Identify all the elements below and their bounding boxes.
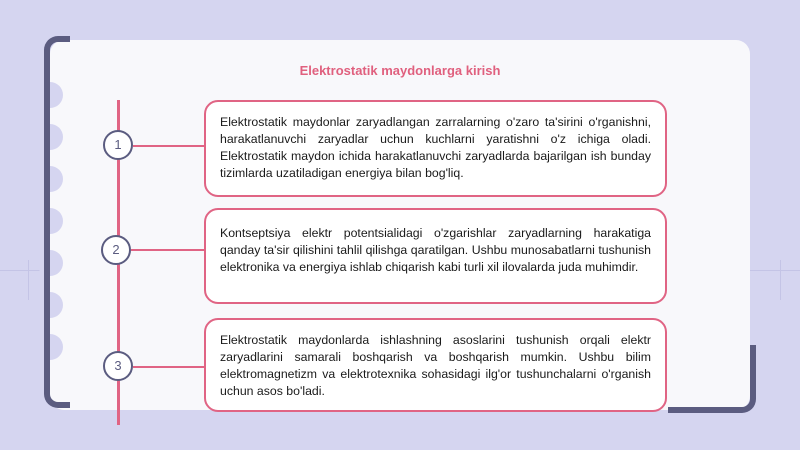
step-text-box: Kontseptsiya elektr potentsialidagi o'zgarishlar zaryadlarning harakatiga qanday ta'sir qilishini tahlil qilishga qaratilgan. Ushbu munosabatlarni tushunish elektronika va energiya ishlab chiqarish kabi turli xil ilovalarda juda muhimdir. xyxy=(204,208,667,304)
step-number-badge: 3 xyxy=(103,351,133,381)
step-connector xyxy=(133,145,204,147)
step-number-badge: 2 xyxy=(101,235,131,265)
background-vertical-line-right xyxy=(780,260,781,300)
corner-bracket-top-left xyxy=(44,36,70,408)
step-text-box: Elektrostatik maydonlarda ishlashning asoslarini tushunish orqali elektr zaryadlarini samarali boshqarish va boshqarish mumkin. Ushbu bilim elektromagnetizm va elektrotexnika sohasidagi ilg'or tushunchalarni o'rganish uchun asos bo'ladi. xyxy=(204,318,667,412)
step-connector xyxy=(133,366,204,368)
background-vertical-line-left xyxy=(28,260,29,300)
step-text-box: Elektrostatik maydonlar zaryadlangan zarralarning o'zaro ta'sirini o'rganishni, harakatlanuvchi zaryadlar uchun kuchlarni yaratishni o'z ichiga oladi. Elektrostatik maydon ichida harakatlanuvchi zaryadlarda bajarilgan ish bunday tizimlarda uzatiladigan energiya bilan bog'liq. xyxy=(204,100,667,197)
corner-bracket-bottom-right xyxy=(668,345,756,413)
step-number-badge: 1 xyxy=(103,130,133,160)
slide-title: Elektrostatik maydonlarga kirish xyxy=(299,63,501,78)
step-connector xyxy=(131,249,204,251)
